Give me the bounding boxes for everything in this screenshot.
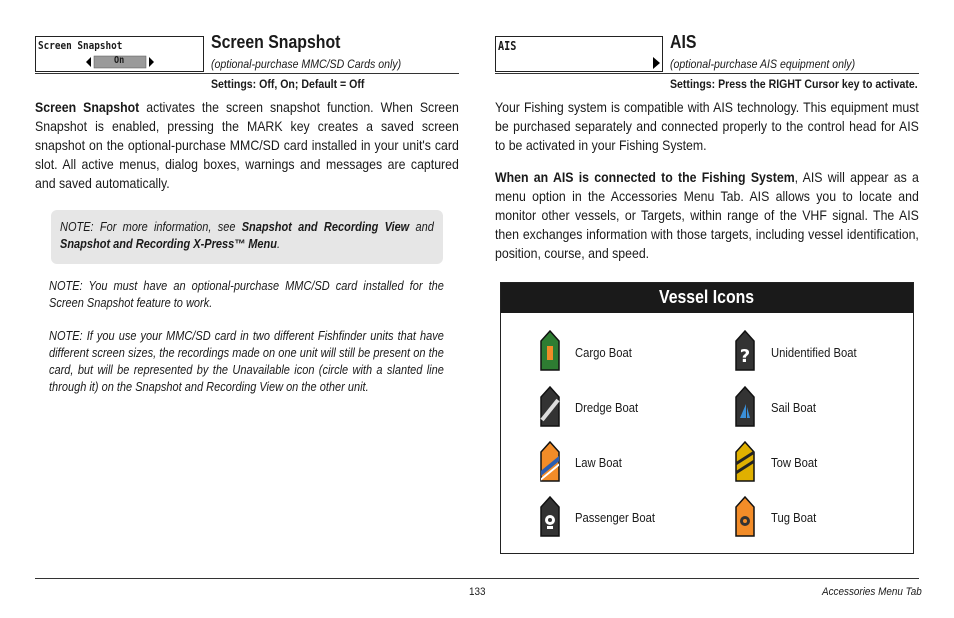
note-1 <box>60 219 434 253</box>
sail-boat-icon <box>734 386 756 428</box>
lead-term: When an AIS is connected to the Fishing System <box>495 169 795 185</box>
vessel-label: Law Boat <box>575 456 622 470</box>
vessel-label: Cargo Boat <box>575 346 632 360</box>
ais-paragraph-1 <box>495 98 919 155</box>
law-boat-icon <box>539 441 561 483</box>
menu-label: AIS <box>498 39 517 53</box>
vessel-icons-header <box>501 283 913 313</box>
vessel-label: Tug Boat <box>771 511 817 525</box>
paragraph-text: Your Fishing system is compatible with AIS technology. This equipment must be purchased separately and connected properly to the control head for AIS to be activated in your Fishing System. <box>495 99 919 153</box>
vessel-icons-title: Vessel Icons <box>659 287 755 307</box>
note-text: If you use your MMC/SD card in two different Fishfinder units that have different screen sizes, the recordings made on one unit will still be present on the card, but will be represented by the Unavailable icon (circle with a slanted line through it) on the Snapshot and Recording View on the other unit. <box>49 329 444 394</box>
screen-snapshot-menu-box[interactable] <box>35 36 204 72</box>
screen-snapshot-subtitle: (optional-purchase MMC/SD Cards only) <box>211 57 402 71</box>
ais-subtitle: (optional-purchase AIS equipment only) <box>670 57 856 71</box>
passenger-boat-icon <box>539 496 561 538</box>
page-number: 133 <box>469 586 486 598</box>
ais-title: AIS <box>670 32 697 52</box>
vessel-icons-panel <box>500 282 914 554</box>
note-text: For more information, see <box>93 220 242 234</box>
screen-snapshot-description <box>35 98 459 193</box>
note-label: NOTE: <box>49 329 83 343</box>
menu-label: Screen Snapshot <box>38 39 123 52</box>
vessel-label: Sail Boat <box>771 401 817 415</box>
vessel-label: Passenger Boat <box>575 511 656 525</box>
cargo-boat-icon <box>539 330 561 372</box>
svg-text:?: ? <box>739 346 751 367</box>
screen-snapshot-title: Screen Snapshot <box>211 32 341 52</box>
vessel-label: Dredge Boat <box>575 401 639 415</box>
dredge-boat-icon <box>539 386 561 428</box>
tow-boat-icon <box>734 441 756 483</box>
menu-value-control[interactable] <box>84 55 156 69</box>
body-text: activates the screen snapshot function. When Screen Snapshot is enabled, pressing the MARK key creates a saved screen snapshot on the optional-purchase MMC/SD card installed in your unit's card slot. All active menus, dialog boxes, warnings and messages are captured and saved automatically. <box>35 99 459 191</box>
ais-settings: Settings: Press the RIGHT Cursor key to activate. <box>670 77 918 91</box>
note-text: You must have an optional-purchase MMC/SD card installed for the Screen Snapshot feature to work. <box>49 279 444 310</box>
footer-rule <box>35 578 919 579</box>
note-2 <box>49 278 444 312</box>
ais-paragraph-2 <box>495 168 919 263</box>
link-snapshot-view[interactable]: Snapshot and Recording View <box>241 220 410 234</box>
note-label: NOTE: <box>60 220 94 234</box>
note-label: NOTE: <box>49 279 83 293</box>
left-header-rule <box>35 73 459 74</box>
screen-snapshot-settings: Settings: Off, On; Default = Off <box>211 77 365 91</box>
note-text: and <box>409 220 434 234</box>
note-3 <box>49 328 444 396</box>
paragraph-text: , AIS will appear as a menu option in the Accessories Menu Tab. AIS allows you to locate and monitor other vessels, or Targets, within range of the VHF signal. The AIS then exchanges information with those targets, including vessel identification, position, course, and speed. <box>495 169 919 261</box>
right-header-rule <box>495 73 919 74</box>
tug-boat-icon <box>734 496 756 538</box>
note-text: . <box>276 237 281 251</box>
link-snapshot-xpress-menu[interactable]: Snapshot and Recording X-Press™ Menu <box>60 237 277 251</box>
menu-value: On <box>114 55 125 66</box>
footer-section-title: Accessories Menu Tab <box>822 586 922 598</box>
right-arrow-icon[interactable] <box>652 56 662 70</box>
vessel-label: Tow Boat <box>771 456 818 470</box>
ais-menu-box[interactable] <box>495 36 663 72</box>
unidentified-boat-icon <box>734 330 756 372</box>
vessel-label: Unidentified Boat <box>771 346 857 360</box>
lead-term: Screen Snapshot <box>35 99 140 115</box>
